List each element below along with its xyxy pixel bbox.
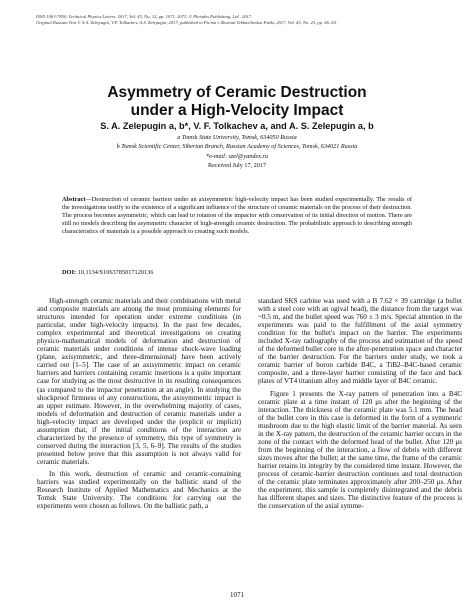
title-line-1: Asymmetry of Ceramic Destruction [107, 84, 367, 101]
header-line-1: ISSN 1063-7850, Technical Physics Letters, 2017, Vol. 43, No. 12, pp. 1071–1073. © Pleiades Publishing, Ltd., 2017. [36, 14, 253, 19]
right-column [258, 297, 462, 510]
affiliations [40, 133, 434, 170]
paper-title [40, 84, 434, 120]
body-paragraph: High-strength ceramic materials and their combinations with metal and composite materials are among the most promising elements for structures intended for operation under extreme conditions (in particular, under high-velocity impacts). In the past few decades, complex experimental and theoretical investigations on creating physico-mathematical models of deformation and destruction of ceramic materials under conditions of intense shock-wave loading (plane, axisymmetric, and three-dimensional) have been actively carried out [1–5]. The case of an axisymmetric impact on ceramic barriers and barriers containing ceramic insertions is a quite important case for studying as the most destructive in its resulting consequences (as compared to the impactor penetration at an angle). In studying the shockproof firmness of any constructions, the axisymmetric impact is an upper estimate. However, in the overwhelming majority of cases, models of deformation and destruction of ceramic materials under a high-velocity impact are developed under the (explicit or implicit) assumption that, if the initial conditions of the interaction are characterized by the presence of symmetry, this type of symmetry is conserved during the interaction [3, 5, 6–9]. The results of the studies presented below prove that this assumption is not always valid for ceramic materials. [37, 297, 241, 466]
body-paragraph: In this work, destruction of ceramic and ceramic-containing barriers was studied experimentally on the ballistic stand of the Research Institute of Applied Mathematics and Mechanics at the Tomsk State University. The conditions for carrying out the experiments were chosen as follows. On the ballistic path, a [37, 469, 241, 511]
left-column [37, 297, 241, 510]
doi-label: DOI: [62, 269, 76, 276]
doi-value: 10.1134/S1063785017120136 [76, 269, 154, 276]
abstract-text: —Destruction of ceramic barriers under an axisymmetric high-velocity impact has been studied experimentally. The results of the investigations testify to the existence of a significant influence of the structure of ceramic materials on the process of their destruction. The process becomes asymmetric, which can lead to rotation of the impactor with conservation of its initial direction of motion. There are still no models describing the asymmetric character of high-strength ceramic destruction. The probabilistic approach to describing strength characteristics of materials is a possible approach to creating such models. [62, 196, 412, 236]
abstract-label: Abstract [62, 196, 86, 203]
affiliation-b: b Tomsk Scientific Center, Siberian Branch, Russian Academy of Sciences, Tomsk, 634021 Russia [116, 143, 358, 151]
author-email: *e-mail: szel@yandex.ru [205, 152, 269, 160]
received-date: Received July 17, 2017 [207, 161, 267, 169]
title-line-2: under a High-Velocity Impact [130, 102, 344, 119]
body-paragraph: Figure 1 presents the X-ray pattern of penetration into a B4C ceramic plate at a time instant of 120 μs after the beginning of the interaction. The thickness of the ceramic plate was 5.1 mm. The head of the bullet core in this case is deformed in the form of a symmetric mushroom due to the high elastic limit of the barrier material. As seen in the X-ray pattern, the destruction of the ceramic barrier occurs in the zone of the contact with the deformed head of the bullet. After 120 μs from the beginning of the interaction, a flow of debris with different sizes moves after the bullet; at the same time, the frame of the ceramic barrier retains its integrity by the considered time instant. However, the process of ceramic-barrier destruction continues and total destruction of the ceramic plate terminates approximately after 200–250 μs. After the experiment, this sample is completely disintegrated and the debris has different shapes and sizes. The distinctive feature of the process is the conservation of the axial symme- [258, 389, 462, 511]
doi [62, 269, 412, 277]
abstract [62, 196, 412, 236]
body-paragraph: standard SKS carbine was used with a B 7.62 × 39 cartridge (a bullet with a steel core with an ogival head), the distance from the target was ~0.5 m, and the bullet speed was 760 ± 3 m/s. Special attention in the experiments was paid to the fulfillment of the axial symmetry condition for the bullet's impact on the barrier. The experiments included X-ray radiography of the process and estimation of the speed of the deformed bullet core in the after-penetration space and character of the barrier destruction. For the barriers under study, we took a ceramic barrier of boron carbide B4C, a TiB2–B4C-based ceramic composite, and a three-layer barrier consisting of the face and back plates of VT4 titanium alloy and middle layer of B4C ceramic. [258, 297, 462, 386]
header-line-2: Original Russian Text © S.A. Zelepugin, V.F. Tolkachev, A.S. Zelepugin, 2017, published in Pis'ma v Zhurnal Tekhnicheskoi Fiziki, 2017, Vol. 43, No. 23, pp. 46–54. [36, 20, 337, 26]
page-number: 1071 [230, 591, 244, 599]
running-header [36, 14, 446, 26]
author-list: S. A. Zelepugin a, b*, V. F. Tolkachev a, and A. S. Zelepugin a, b [100, 121, 374, 131]
affiliation-a: a Tomsk State University, Tomsk, 634050 Russia [177, 134, 297, 141]
